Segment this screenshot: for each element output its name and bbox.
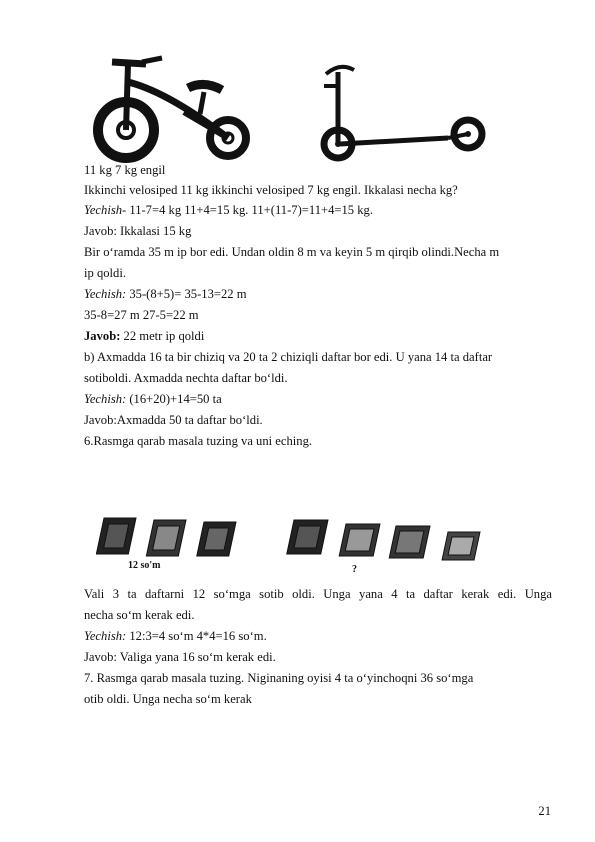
unknown-price-caption: ? xyxy=(352,564,357,574)
solution-text: 12:3=4 so‘m 4*4=16 so‘m. xyxy=(126,629,267,643)
yechish-label: Yechish: xyxy=(84,287,127,301)
text-line xyxy=(84,389,552,409)
notebooks-group-right xyxy=(287,520,480,560)
text-line xyxy=(84,626,552,646)
text-line: 7. Rasmga qarab masala tuzing. Niginaning oyisi 4 ta o‘yinchoqni 36 so‘mga xyxy=(84,671,474,685)
text-line xyxy=(84,284,552,304)
yechish-label: Yechish: xyxy=(84,629,127,643)
notebooks-price-caption: 12 so'm xyxy=(128,560,161,571)
text-line: necha so‘m kerak edi. xyxy=(84,608,195,622)
text-line: Javob: Ikkalasi 15 kg xyxy=(84,224,192,238)
text-line: 35-8=27 m 27-5=22 m xyxy=(84,308,199,322)
solution-text: 11-7=4 kg 11+4=15 kg. 11+(11-7)=11+4=15 kg. xyxy=(126,203,373,217)
notebooks-group-left xyxy=(96,518,236,556)
text-line: 6.Rasmga qarab masala tuzing va uni eching. xyxy=(84,434,313,448)
yechish-label: Yechish- xyxy=(84,203,127,217)
tricycle-illustration xyxy=(98,58,246,158)
text-line: sotiboldi. Axmadda nechta daftar bo‘ldi. xyxy=(84,371,288,385)
text-line: Javob: Valiga yana 16 so‘m kerak edi. xyxy=(84,650,276,664)
text-line: Vali 3 ta daftarni 12 so‘mga sotib oldi. Unga yana 4 ta daftar kerak edi. Unga xyxy=(84,587,552,601)
vehicles-illustration xyxy=(88,52,508,164)
text-line: Bir o‘ramda 35 m ip bor edi. Undan oldin 8 m va keyin 5 m qirqib olindi.Necha m xyxy=(84,245,500,259)
scooter-illustration xyxy=(324,67,482,158)
text-line xyxy=(84,326,552,346)
text-line: b) Axmadda 16 ta bir chiziq va 20 ta 2 chiziqli daftar bor edi. U yana 14 ta daftar xyxy=(84,350,493,364)
text-line: otib oldi. Unga necha so‘m kerak xyxy=(84,692,252,706)
solution-text: (16+20)+14=50 ta xyxy=(126,392,222,406)
solution-text: 35-(8+5)= 35-13=22 m xyxy=(126,287,247,301)
page-number: 21 xyxy=(538,804,551,818)
text-line xyxy=(84,200,552,220)
text-line: Javob:Axmadda 50 ta daftar bo‘ldi. xyxy=(84,413,263,427)
text-line: Ikkinchi velosiped 11 kg ikkinchi velosiped 7 kg engil. Ikkalasi necha kg? xyxy=(84,183,458,197)
yechish-label: Yechish: xyxy=(84,392,127,406)
javob-label: Javob: xyxy=(84,329,121,343)
text-line: ip qoldi. xyxy=(84,266,126,280)
answer-text: 22 metr ip qoldi xyxy=(120,329,205,343)
text-line: 11 kg 7 kg engil xyxy=(84,163,166,177)
notebooks-illustration xyxy=(96,514,496,574)
